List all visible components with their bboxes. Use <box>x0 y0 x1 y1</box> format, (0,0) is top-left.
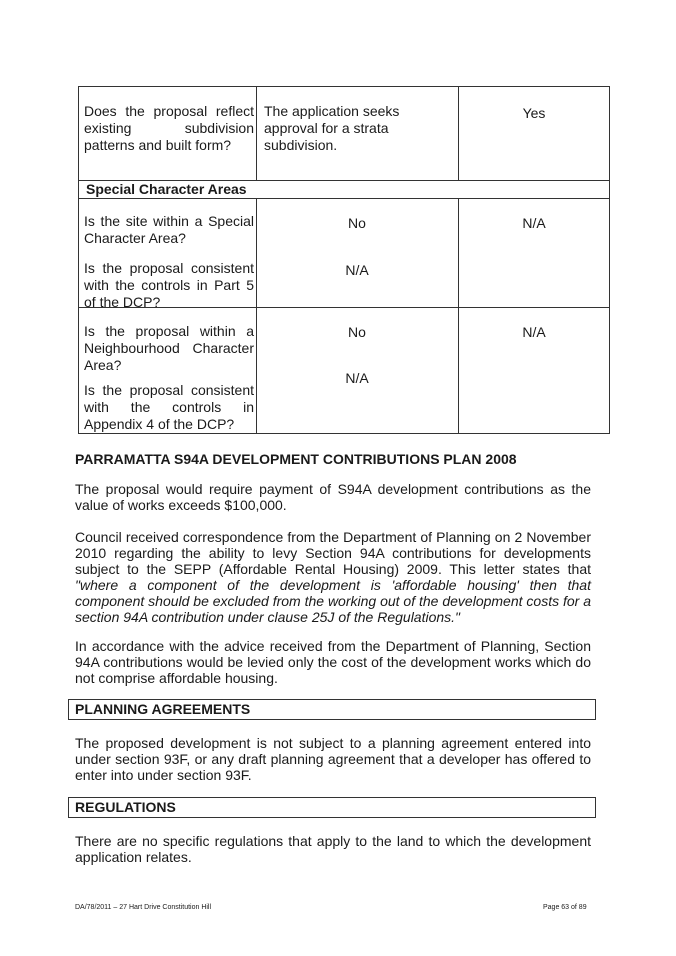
regulations-header <box>68 797 596 818</box>
question-cell: Is the proposal consistent with the controls in Appendix 4 of the DCP? <box>84 382 254 432</box>
planning-agreements-paragraph: The proposed development is not subject to a planning agreement entered into under section 93F, or any draft planning agreement that a developer has offered to enter into under section 93F. <box>75 735 591 783</box>
column-divider <box>458 198 459 434</box>
planning-agreements-header <box>68 699 596 720</box>
table-rule <box>78 198 610 199</box>
contributions-heading: PARRAMATTA S94A DEVELOPMENT CONTRIBUTIONS PLAN 2008 <box>75 451 517 467</box>
compliance-cell: N/A <box>522 215 546 231</box>
quoted-text: "where a component of the development is 'affordable housing' then that component should be excluded from the working out of the development costs for a section 94A contribution under clause 25J of the Regulations." <box>75 577 591 625</box>
planning-agreements-heading: PLANNING AGREEMENTS <box>75 701 251 717</box>
compliance-cell: N/A <box>522 324 546 340</box>
column-divider <box>458 86 459 181</box>
contributions-paragraph <box>75 529 591 625</box>
footer-reference: DA/78/2011 – 27 Hart Drive Constitution Hill <box>75 904 212 911</box>
comment-cell: N/A <box>345 262 369 278</box>
regulations-paragraph: There are no specific regulations that apply to the land to which the development application relates. <box>75 833 591 865</box>
table-border-bottom <box>78 433 610 434</box>
contributions-paragraph: The proposal would require payment of S94A development contributions as the value of works exceeds $100,000. <box>75 481 591 513</box>
table-border-left <box>78 86 79 434</box>
comment-cell: The application seeks approval for a strata subdivision. <box>264 103 400 153</box>
table-border-right <box>609 86 610 434</box>
question-cell: Is the proposal within a Neighbourhood Character Area? <box>84 323 254 373</box>
section-heading: Special Character Areas <box>86 181 247 197</box>
comment-cell: No <box>348 324 366 340</box>
column-divider <box>256 198 257 434</box>
page-number: Page 63 of 89 <box>543 904 587 911</box>
contributions-paragraph-text: Council received correspondence from the Department of Planning on 2 November 2010 regarding the ability to levy Section 94A contributions for developments subject to the SEPP (Affordable Rental Housing) 2009. This letter states that <box>75 529 591 577</box>
column-divider <box>256 86 257 181</box>
question-cell: Does the proposal reflect existing subdivision patterns and built form? <box>84 103 254 153</box>
comment-cell: N/A <box>345 370 369 386</box>
question-cell: Is the site within a Special Character Area? <box>84 213 254 246</box>
compliance-cell: Yes <box>522 105 546 121</box>
contributions-paragraph: In accordance with the advice received from the Department of Planning, Section 94A contributions would be levied only the cost of the development works which do not comprise affordable housing. <box>75 638 591 686</box>
table-border-top <box>78 86 610 87</box>
assessment-table <box>78 86 610 434</box>
regulations-heading: REGULATIONS <box>75 799 176 815</box>
question-cell: Is the proposal consistent with the controls in Part 5 of the DCP? <box>84 260 254 310</box>
comment-cell: No <box>348 215 366 231</box>
